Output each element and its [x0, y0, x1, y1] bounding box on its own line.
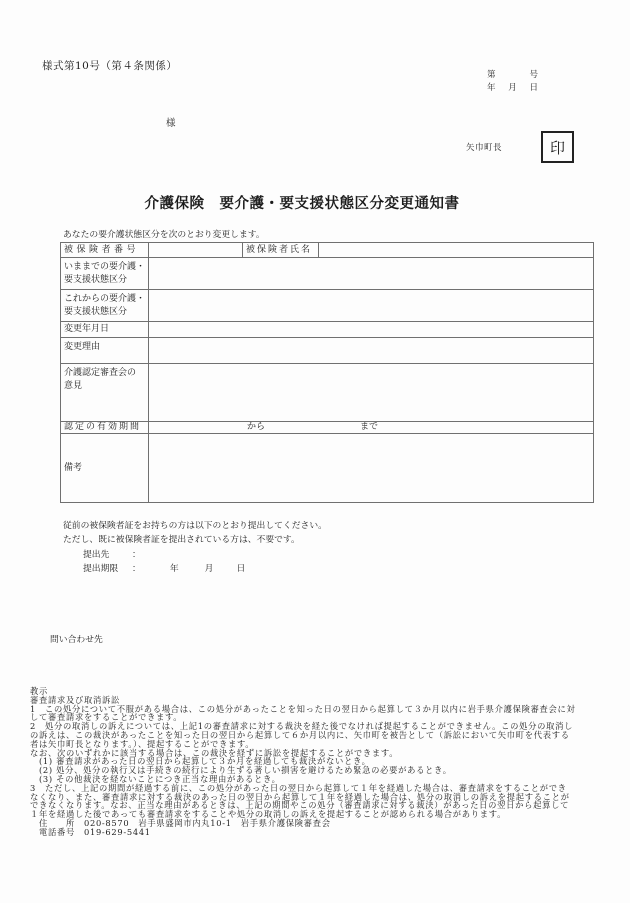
notice-line: 審査請求及び取消訴訟	[30, 694, 120, 705]
change-reason-label: 変更理由	[61, 338, 149, 364]
deadline-day-label: 日	[236, 564, 246, 574]
validity-from-label: から	[247, 422, 266, 432]
change-date-label: 変更年月日	[61, 322, 149, 338]
review-board-opinion-label	[61, 364, 149, 422]
remarks-label: 備考	[61, 434, 149, 503]
notice-line: なお、次のいずれかに該当する場合は、この裁決を経ずに訴訟を提起することができます。	[30, 747, 399, 758]
notification-table	[60, 242, 594, 503]
notice-line: 住 所 020-8570 岩手県盛岡市内丸10-1 岩手県介護保険審査会	[30, 817, 331, 828]
notice-line: (3) その他裁決を経ないことにつき正当な理由があるとき。	[30, 773, 281, 784]
notice-line: 教示	[30, 686, 48, 696]
remarks-value	[149, 434, 594, 503]
review-board-opinion-value	[149, 364, 594, 422]
label-line-1: これからの要介護・	[64, 293, 146, 304]
insured-number-value	[149, 243, 243, 258]
year-label: 年	[487, 83, 496, 93]
validity-period-value	[149, 422, 594, 434]
day-label: 日	[529, 83, 538, 93]
notice-line: １年を経過した後であっても審査請求をすることや処分の取消しの訴えを提起することが認められる場合があります。	[30, 809, 507, 820]
change-date-value	[149, 322, 594, 338]
notice-line: 3 ただし、上記の期間が経過する前に、この処分があった日の翌日から起算して１年を経過した場合は、審査請求をすることができ	[30, 782, 567, 793]
notice-line: (2) 処分、処分の執行又は手続きの続行により生ずる著しい損害を避けるため緊急の必要があるとき。	[30, 765, 452, 776]
label-line-2: 要支援状態区分	[64, 274, 128, 285]
label-line-2: 意見	[64, 381, 83, 391]
doc-number-line	[487, 68, 538, 80]
document-title: 介護保険 要介護・要支援状態区分変更通知書	[144, 195, 460, 212]
issue-date-line	[487, 81, 538, 93]
submission-note-line-2: ただし、既に被保険者証を提出されている方は、不要です。	[63, 535, 300, 545]
previous-care-level-label	[61, 258, 149, 290]
label-line-1: 介護認定審査会の	[64, 368, 137, 378]
new-care-level-label	[61, 290, 149, 322]
form-number: 様式第10号（第４条関係）	[42, 60, 178, 72]
notice-line: 2 処分の取消しの訴えについては、上記1の審査請求に対する裁決を経た後でなければ提起することができません。この処分の取消し	[30, 721, 574, 732]
change-reason-value	[149, 338, 594, 364]
validity-to-label: まで	[360, 422, 379, 432]
intro-text: あなたの要介護状態区分を次のとおり変更します。	[63, 230, 265, 240]
addressee-honorific: 様	[166, 118, 176, 129]
submission-destination-colon: ：	[132, 550, 141, 560]
submission-deadline-row	[83, 561, 245, 574]
previous-care-level-value	[149, 258, 594, 290]
insured-name-value	[319, 243, 594, 258]
new-care-level-value	[149, 290, 594, 322]
notice-line: (1) 審査請求があった日の翌日から起算して３か月を経過しても裁決がないとき。	[30, 756, 371, 767]
submission-note-line-1: 従前の被保険者証をお持ちの方は以下のとおり提出してください。	[63, 521, 327, 531]
contact-label: 問い合わせ先	[50, 635, 103, 645]
notice-line: 者は矢巾町長となります。）、提起することができます。	[30, 738, 255, 749]
validity-period-label: 認定の有効期間	[61, 422, 149, 434]
mayor-name: 矢巾町長	[466, 143, 503, 153]
submission-destination-row	[83, 547, 141, 560]
submission-destination-label: 提出先	[83, 550, 110, 560]
month-label: 月	[508, 83, 517, 93]
label-line-2: 要支援状態区分	[64, 306, 128, 317]
insured-name-label: 被保険者氏名	[243, 243, 319, 258]
notice-line: の訴えは、この裁決があったことを知った日の翌日から起算して６か月以内に、矢巾町を被告として（訴訟において矢巾町を代表する	[30, 729, 570, 740]
seal-mark: 印	[549, 138, 565, 157]
deadline-year-label: 年	[169, 564, 179, 574]
submission-deadline-label: 提出期限	[83, 564, 119, 574]
submission-deadline-colon: ：	[132, 564, 141, 574]
notice-block	[30, 687, 626, 837]
notice-line: できなくなります。なお、正当な理由があるときは、上記の期間やこの処分（審査請求に対する裁決）があった日の翌日から起算して	[30, 800, 570, 811]
label-line-1: いままでの要介護・	[64, 261, 146, 272]
insured-number-label: 被保険者番号	[61, 243, 149, 258]
doc-number-prefix: 第	[487, 70, 496, 80]
notice-line: なくなり、また、審査請求に対する裁決のあった日の翌日から起算して１年を経過した場合は、処分の取消しの訴えを提起することが	[30, 791, 570, 802]
official-seal-box	[541, 131, 574, 163]
notice-line: 1 この処分について不服がある場合は、この処分があったことを知った日の翌日から起算して３か月以内に岩手県介護保険審査会に対	[30, 703, 576, 714]
doc-number-suffix: 号	[529, 70, 538, 80]
deadline-month-label: 月	[204, 564, 214, 574]
notice-line: して審査請求をすることができます。	[30, 712, 183, 723]
notice-line: 電話番号 019-629-5441	[30, 826, 151, 837]
